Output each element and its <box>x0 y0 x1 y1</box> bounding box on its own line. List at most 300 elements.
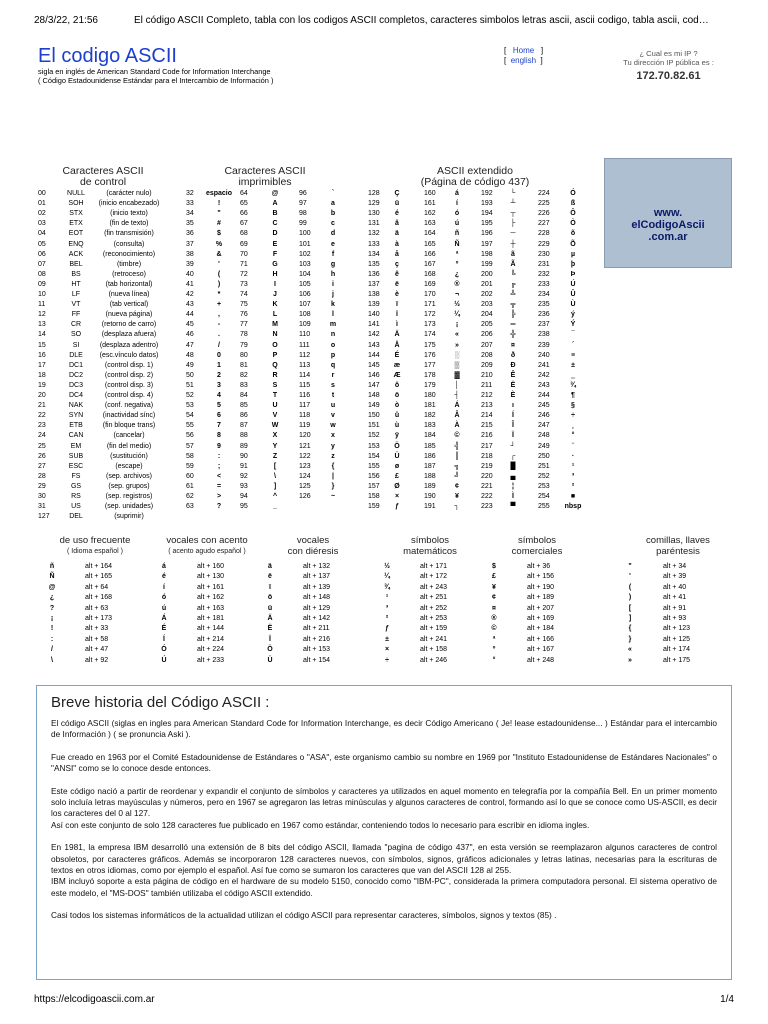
code-dec: 56 <box>186 432 194 440</box>
shortcut-row <box>263 572 363 582</box>
shortcut-row <box>45 635 145 645</box>
char: x <box>331 432 335 440</box>
group-title: comillas, llaves <box>646 535 710 546</box>
code-dec: 231 <box>538 260 550 268</box>
code-dec: 28 <box>38 472 46 480</box>
shortcut-char: ¤ <box>492 604 496 612</box>
shortcut-keys: alt + 132 <box>303 563 331 570</box>
shortcut-keys: alt + 246 <box>420 656 448 664</box>
code-dec: 39 <box>186 260 194 268</box>
char: W <box>271 422 279 430</box>
code-dec: 103 <box>299 260 311 268</box>
code-dec: 109 <box>299 321 311 329</box>
code-dec: 167 <box>424 260 436 268</box>
shortcut-keys: alt + 248 <box>527 656 555 664</box>
char: Ô <box>570 210 576 218</box>
char: Û <box>570 291 576 298</box>
control-desc: (control disp. 1) <box>104 361 154 369</box>
code-dec: 181 <box>424 402 436 410</box>
char: Õ <box>570 240 576 248</box>
char: t <box>331 392 335 399</box>
code-dec: 03 <box>38 220 46 228</box>
char: ð <box>510 351 516 359</box>
shortcut-keys: alt + 211 <box>303 625 330 633</box>
shortcut-char: í <box>163 583 165 591</box>
history-box <box>36 685 732 980</box>
code-dec: 169 <box>424 280 436 288</box>
code-dec: 159 <box>368 503 380 511</box>
shortcut-row <box>45 645 145 655</box>
code-dec: 97 <box>299 200 307 208</box>
control-desc: (nueva página) <box>105 311 153 319</box>
control-abbr: HT <box>71 280 81 288</box>
control-desc: (reconocimiento) <box>102 250 156 258</box>
shortcut-keys: alt + 39 <box>663 573 687 581</box>
char: ² <box>571 482 575 490</box>
code-dec: 87 <box>240 422 248 430</box>
char: ┼ <box>510 240 516 248</box>
code-dec: 224 <box>538 190 550 197</box>
char: ¬ <box>454 291 460 298</box>
code-dec: 86 <box>240 412 248 420</box>
control-abbr: ETX <box>69 220 83 228</box>
code-dec: 66 <box>240 210 248 218</box>
code-dec: 104 <box>299 270 311 278</box>
code-dec: 106 <box>299 291 311 298</box>
shortcut-row <box>45 583 145 593</box>
code-dec: 136 <box>368 270 380 278</box>
code-dec: 50 <box>186 371 194 379</box>
char: Ã <box>510 260 516 268</box>
code-dec: 247 <box>538 422 550 430</box>
code-dec: 116 <box>299 392 311 399</box>
char: × <box>394 493 400 500</box>
shortcut-keys: alt + 153 <box>303 646 331 654</box>
shortcut-char: ± <box>385 635 389 643</box>
subtitle-line-2: ( Código Estadounidense Estándar para el Intercambio de Información ) <box>38 76 274 85</box>
char: Í <box>512 412 514 420</box>
control-abbr: BEL <box>69 260 83 268</box>
code-dec: 63 <box>186 503 194 511</box>
print-doc-title: El código ASCII Completo, tabla con los codigos ASCII completos, caracteres simbolos letras ascii, ascii codigo, tabla ascii, cod… <box>134 15 709 26</box>
code-dec: 118 <box>299 412 311 420</box>
code-dec: 44 <box>186 311 194 319</box>
shortcut-keys: alt + 92 <box>85 656 109 664</box>
char: Q <box>272 361 278 369</box>
code-dec: 17 <box>38 361 46 369</box>
code-dec: 12 <box>38 311 46 319</box>
code-dec: 94 <box>240 493 248 500</box>
shortcut-row <box>263 593 363 603</box>
shortcut-char: ú <box>161 604 167 612</box>
history-paragraph: En 1981, la empresa IBM desarrolló una extensión de 8 bits del código ASCII, llamada "pagina de código 437", en esta versión se reemplazaron algunos caracteres de control obsoletos, por caracteres gráficos. Además se incorporaron 128 caracteres nuevos, con símbolos, signos, gráficos adicionales y letras latinas, necesarias para la escrituras de textos en otros idiomas, como por ejemplo el español. Así fue como se sumaron los caracteres que van del ASCII 128 al 255. IBM incluyó soporte a esta página de código en el hardware de su modelo 5150, conocido como "IBM-PC", considerada la primera computadora personal. El sistema operativo de este modelo, el "MS-DOS" también utilizaba el código ASCII extendido. <box>51 842 717 898</box>
shortcut-row <box>380 645 480 655</box>
char: å <box>395 250 399 258</box>
shortcut-keys: alt + 167 <box>527 646 555 654</box>
shortcut-row <box>380 604 480 614</box>
shortcut-char: ® <box>491 615 497 622</box>
char: ■ <box>570 493 576 500</box>
code-dec: 121 <box>299 442 311 450</box>
char: 8 <box>217 432 221 440</box>
shortcut-row <box>157 645 257 655</box>
code-dec: 83 <box>240 381 248 389</box>
shortcut-char: ñ <box>49 563 55 570</box>
control-desc: (desplaza adentro) <box>99 341 159 349</box>
print-page-number: 1/4 <box>720 994 734 1005</box>
code-dec: 165 <box>424 240 436 248</box>
code-dec: 79 <box>240 341 248 349</box>
char: ] <box>273 482 277 490</box>
code-dec: 217 <box>481 442 493 450</box>
shortcut-char: ¥ <box>492 583 496 591</box>
code-dec: 192 <box>481 190 493 197</box>
code-dec: 172 <box>424 311 436 319</box>
char: ╝ <box>454 472 460 480</box>
char: ! <box>217 200 221 208</box>
shortcut-row <box>157 562 257 572</box>
code-dec: 76 <box>240 311 248 319</box>
shortcut-char: é <box>162 573 166 581</box>
char: z <box>331 452 335 460</box>
code-dec: 38 <box>186 250 194 258</box>
shortcut-row <box>263 635 363 645</box>
char: ~ <box>330 493 336 500</box>
char: f <box>331 250 335 258</box>
char: ¶ <box>571 392 575 399</box>
shortcut-keys: alt + 190 <box>527 583 555 591</box>
code-dec: 27 <box>38 462 46 470</box>
code-dec: 203 <box>481 301 493 309</box>
char: á <box>455 190 459 197</box>
code-dec: 129 <box>368 200 380 208</box>
printable-header-line-2: imprimibles <box>238 176 292 188</box>
char: E <box>272 240 278 248</box>
control-header-line-2: de control <box>79 176 127 188</box>
char: ÷ <box>571 412 575 420</box>
shortcut-char: Ë <box>267 625 273 633</box>
char: £ <box>395 472 399 480</box>
char: 7 <box>217 422 221 430</box>
code-dec: 199 <box>481 260 493 268</box>
site-title[interactable]: El codigo ASCII <box>38 45 177 67</box>
char: V <box>272 412 278 420</box>
char: ╦ <box>510 301 516 309</box>
code-dec: 139 <box>368 301 380 309</box>
shortcut-char: ' <box>629 573 631 581</box>
code-dec: 11 <box>38 301 46 309</box>
code-dec: 244 <box>538 392 550 399</box>
char: , <box>218 311 220 319</box>
code-dec: 135 <box>368 260 380 268</box>
control-desc: (sep. grupos) <box>108 482 150 490</box>
code-dec: 127 <box>38 513 50 521</box>
extended-header-line-1: ASCII extendido <box>437 165 513 177</box>
code-dec: 25 <box>38 442 46 450</box>
char: A <box>272 200 278 208</box>
shortcut-keys: alt + 216 <box>303 635 331 643</box>
char: Ä <box>394 331 400 339</box>
code-dec: 102 <box>299 250 311 258</box>
code-dec: 237 <box>538 321 550 329</box>
char: ▒ <box>454 361 460 369</box>
shortcut-row <box>623 583 723 593</box>
char: % <box>215 240 223 248</box>
history-paragraph: Fue creado en 1963 por el Comité Estadounidense de Estándares o "ASA", este organismo cambio su nombre en 1969 por "Instituto Estadounidense de Estándares Nacionales" o "ANSI" como se lo conoce desde entonces. <box>51 751 717 774</box>
code-dec: 160 <box>424 190 436 197</box>
shortcut-keys: alt + 181 <box>197 615 225 622</box>
code-dec: 240 <box>538 351 550 359</box>
shortcut-row <box>380 656 480 666</box>
code-dec: 216 <box>481 432 493 440</box>
shortcut-keys: alt + 159 <box>420 625 448 633</box>
char: [ <box>273 462 277 470</box>
code-dec: 20 <box>38 392 46 399</box>
code-dec: 43 <box>186 301 194 309</box>
char: & <box>216 250 222 258</box>
code-dec: 177 <box>424 361 436 369</box>
shortcut-row <box>45 614 145 624</box>
char: à <box>395 240 399 248</box>
code-dec: 184 <box>424 432 436 440</box>
control-abbr: NULL <box>67 190 85 197</box>
code-dec: 48 <box>186 351 194 359</box>
shortcut-row <box>623 572 723 582</box>
shortcut-char: { <box>628 625 632 633</box>
history-body <box>51 718 717 933</box>
char: Y <box>272 442 278 450</box>
code-dec: 113 <box>299 361 311 369</box>
code-dec: 253 <box>538 482 550 490</box>
history-paragraph: Casi todos los sistemas informáticos de la actualidad utilizan el código ASCII para representar caracteres, símbolos, signos y textos (85) . <box>51 910 557 921</box>
char: ó <box>454 210 460 218</box>
shortcut-row <box>487 624 587 634</box>
shortcut-keys: alt + 156 <box>527 573 555 581</box>
shortcut-keys: alt + 173 <box>85 615 113 622</box>
code-dec: 196 <box>481 230 493 238</box>
char: p <box>330 351 336 359</box>
code-dec: 145 <box>368 361 380 369</box>
char: ▄ <box>510 472 516 480</box>
code-dec: 188 <box>424 472 436 480</box>
code-dec: 55 <box>186 422 194 430</box>
shortcut-char: É <box>161 625 167 633</box>
shortcut-char: ² <box>385 615 389 622</box>
control-desc: (sep. archivos) <box>106 472 152 480</box>
shortcut-char: ó <box>161 594 167 602</box>
shortcut-char: } <box>628 635 632 643</box>
char: : <box>217 452 221 460</box>
control-desc: (control disp. 2) <box>104 371 154 379</box>
code-dec: 108 <box>299 311 311 319</box>
code-dec: 45 <box>186 321 194 329</box>
code-dec: 15 <box>38 341 46 349</box>
char: § <box>571 402 575 410</box>
code-dec: 250 <box>538 452 550 460</box>
code-dec: 178 <box>424 371 436 379</box>
shortcut-char: Í <box>163 635 165 643</box>
code-dec: 32 <box>186 190 194 197</box>
shortcut-keys: alt + 63 <box>85 604 109 612</box>
shortcut-keys: alt + 165 <box>85 573 113 581</box>
code-dec: 53 <box>186 402 194 410</box>
shortcut-row <box>263 614 363 624</box>
char: Î <box>512 422 514 430</box>
code-dec: 46 <box>186 331 194 339</box>
char: . <box>218 331 220 339</box>
char: L <box>272 311 278 319</box>
nav-english-link[interactable]: english <box>510 56 537 65</box>
code-dec: 186 <box>424 452 436 460</box>
control-desc: (control disp. 4) <box>104 392 154 399</box>
code-dec: 69 <box>240 240 248 248</box>
code-dec: 18 <box>38 371 46 379</box>
code-dec: 248 <box>538 432 550 440</box>
char: ´ <box>571 341 575 349</box>
char: ü <box>394 200 400 208</box>
control-abbr: CR <box>70 321 82 329</box>
char: J <box>273 291 277 298</box>
code-dec: 179 <box>424 381 436 389</box>
char: ╬ <box>510 331 516 339</box>
shortcut-keys: alt + 172 <box>420 573 448 581</box>
code-dec: 176 <box>424 351 436 359</box>
shortcut-keys: alt + 158 <box>420 646 448 654</box>
code-dec: 222 <box>481 493 493 500</box>
control-abbr: DC1 <box>68 361 83 369</box>
code-dec: 153 <box>368 442 380 450</box>
shortcut-keys: alt + 224 <box>197 646 225 654</box>
char: d <box>330 230 336 238</box>
code-dec: 175 <box>424 341 436 349</box>
code-dec: 158 <box>368 493 380 500</box>
char: « <box>455 331 459 339</box>
code-dec: 93 <box>240 482 248 490</box>
control-abbr: FF <box>71 311 81 319</box>
code-dec: 90 <box>240 452 248 460</box>
shortcut-keys: alt + 184 <box>527 625 555 633</box>
shortcut-char: $ <box>492 563 496 570</box>
code-dec: 146 <box>368 371 380 379</box>
char: # <box>217 220 221 228</box>
char: ï <box>396 301 398 309</box>
char: ú <box>454 220 460 228</box>
code-dec: 77 <box>240 321 248 329</box>
code-dec: 60 <box>186 472 194 480</box>
shortcut-row <box>263 562 363 572</box>
code-dec: 245 <box>538 402 550 410</box>
char: █ <box>510 462 516 470</box>
code-dec: 64 <box>240 190 248 197</box>
shortcut-char: [ <box>628 604 632 612</box>
code-dec: 26 <box>38 452 46 460</box>
char: r <box>331 371 335 379</box>
code-dec: 92 <box>240 472 248 480</box>
char: u <box>330 402 336 410</box>
shortcut-row <box>623 614 723 624</box>
code-dec: 04 <box>38 230 46 238</box>
group-title: símbolos <box>517 535 556 546</box>
code-dec: 251 <box>538 462 550 470</box>
shortcut-keys: alt + 144 <box>197 625 225 633</box>
shortcut-row <box>623 645 723 655</box>
char: O <box>272 341 278 349</box>
control-abbr: EOT <box>68 230 84 238</box>
char: È <box>510 392 516 399</box>
shortcut-keys: alt + 171 <box>420 563 448 570</box>
char: " <box>217 210 221 218</box>
code-dec: 207 <box>481 341 493 349</box>
char: M <box>272 321 278 329</box>
shortcut-char: Ö <box>267 646 273 654</box>
char: I <box>274 280 276 288</box>
code-dec: 213 <box>481 402 493 410</box>
shortcut-char: : <box>50 635 54 643</box>
char: Ð <box>510 361 516 369</box>
shortcut-keys: alt + 241 <box>420 635 448 643</box>
shortcut-keys: alt + 123 <box>663 625 691 633</box>
char: - <box>217 321 221 329</box>
char: ¼ <box>454 311 460 319</box>
code-dec: 229 <box>538 240 550 248</box>
char: ╩ <box>510 291 516 298</box>
shortcut-row <box>487 635 587 645</box>
shortcut-row <box>157 635 257 645</box>
char: ¸ <box>571 422 575 430</box>
char: ╗ <box>454 462 460 470</box>
nav-home-link[interactable]: Home <box>512 46 535 55</box>
char: þ <box>570 260 576 268</box>
shortcut-char: Ú <box>161 656 167 664</box>
shortcut-row <box>380 562 480 572</box>
char: è <box>395 291 399 298</box>
control-abbr: LF <box>71 291 81 298</box>
char: ä <box>395 230 399 238</box>
shortcut-keys: alt + 41 <box>663 594 687 602</box>
control-desc: (inicio encabezado) <box>98 200 160 208</box>
char: n <box>330 331 336 339</box>
char: y <box>331 442 335 450</box>
char: ¤ <box>511 341 515 349</box>
print-date: 28/3/22, 21:56 <box>34 15 98 26</box>
code-dec: 182 <box>424 412 436 420</box>
control-abbr: STX <box>69 210 83 218</box>
shortcut-row <box>487 583 587 593</box>
code-dec: 202 <box>481 291 493 298</box>
char: X <box>272 432 278 440</box>
char: Á <box>454 402 460 410</box>
control-abbr: NAK <box>68 402 84 410</box>
shortcut-keys: alt + 58 <box>85 635 109 643</box>
shortcut-row <box>487 572 587 582</box>
char: F <box>272 250 278 258</box>
code-dec: 71 <box>240 260 248 268</box>
code-dec: 123 <box>299 462 311 470</box>
code-dec: 52 <box>186 392 194 399</box>
char: 4 <box>217 392 221 399</box>
char: ° <box>571 432 575 440</box>
code-dec: 80 <box>240 351 248 359</box>
code-dec: 226 <box>538 210 550 218</box>
code-dec: 162 <box>424 210 436 218</box>
control-abbr: RS <box>71 493 81 500</box>
char: â <box>395 220 399 228</box>
code-dec: 190 <box>424 493 436 500</box>
shortcut-row <box>263 656 363 666</box>
control-abbr: CAN <box>68 432 84 440</box>
char: ╠ <box>510 311 516 319</box>
char: Æ <box>393 371 401 379</box>
